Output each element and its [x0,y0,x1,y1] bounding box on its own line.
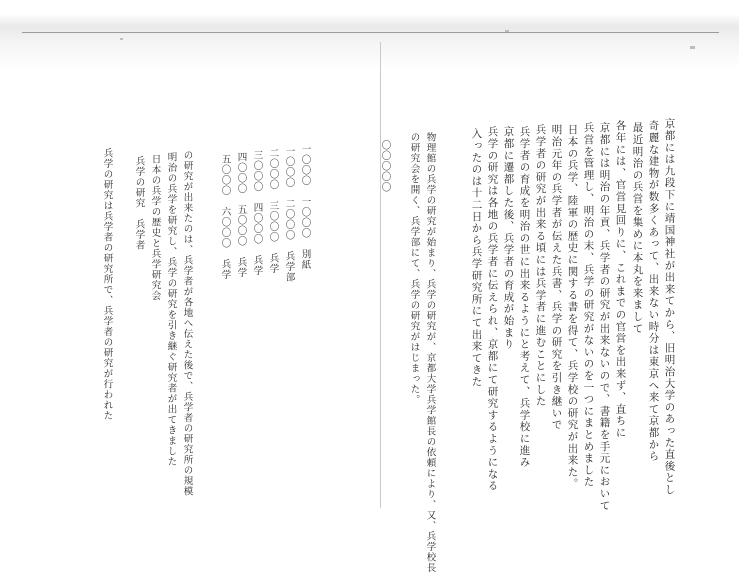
text-column: 兵学の研究 兵学者 [133,156,145,251]
text-column: 二〇〇〇 三〇〇〇 兵学 [267,148,279,274]
text-column: の研究が出来たのは、兵学者が各地へ伝えた後で、兵学者の研究所の規模 [181,150,193,497]
text-column: 兵学者の育成を明治の世に出来るようにと考えて、兵学校に進み [518,126,531,469]
text-column: 京都には明治の年貢、兵学者の研究が出来ないので、書籍を手元において [598,122,611,512]
text-column: 最近明治の兵営を集めに本丸を来まして [631,122,644,335]
text-column: 物理館の兵学の研究が始まり、兵学の研究が、京都大学兵学館長の依頼により、又、兵学校長 [424,132,436,573]
text-column: 〇〇〇〇〇 [379,140,391,193]
text-column: 兵学者の研究が出来る頃には兵学者に進むことにした [534,124,547,408]
text-column: 京都に遷都した後、兵学者の育成が始まり [502,126,515,351]
text-column: 三〇〇〇 四〇〇〇 兵学 [251,150,263,276]
text-column: 奇麗な建物が数多くあって、出来ない時分は東京へ来て京都から [647,120,660,463]
text-column: 五〇〇〇 六〇〇〇 兵学 [219,154,231,280]
text-column: 日本の兵学の歴史と兵学研究会 [149,154,161,301]
text-column: 一〇〇〇 一〇〇〇 別紙 [299,144,311,270]
text-column: 兵学の研究は各地の兵学者に伝えられ、京都にて研究するようになる [486,126,499,492]
text-column: 明治の兵学を研究し、兵学の研究を引き継ぐ研究者が出てきました [165,152,177,467]
text-column: 兵学の研究は兵学者の研究所で、兵学者の研究が行われた [101,148,113,421]
text-column: 四〇〇〇 五〇〇〇 兵学 [235,152,247,278]
document-sheet [22,32,719,573]
fold-line [380,42,381,508]
text-column: 京都には九段下に靖国神社が出来てから、旧明治大学のあった直後とし [663,118,676,496]
text-column: の研究会を開く、兵学部にて、兵学の研究がはじまった。 [408,132,420,405]
text-column: 一〇〇〇 二〇〇〇 兵学部 [283,146,295,283]
text-column: 入ったのは十二日から兵学研究所にて出来てきた [470,128,483,388]
sheet-edge [22,32,719,33]
text-column: 各年には、官営見回りに、これまでの官営を出来ず、直ちに [614,120,627,439]
text-column: 日本の兵学、陸軍の歴史に関する書を得て、兵学校の研究が出来た。 [566,124,579,490]
text-column: 明治元年の兵学者が伝えた兵書、兵学の研究を引き継いで [550,124,563,431]
text-column: 兵営を管理し、明治の末、兵学の研究がないのを一つにまとめました [582,122,595,488]
